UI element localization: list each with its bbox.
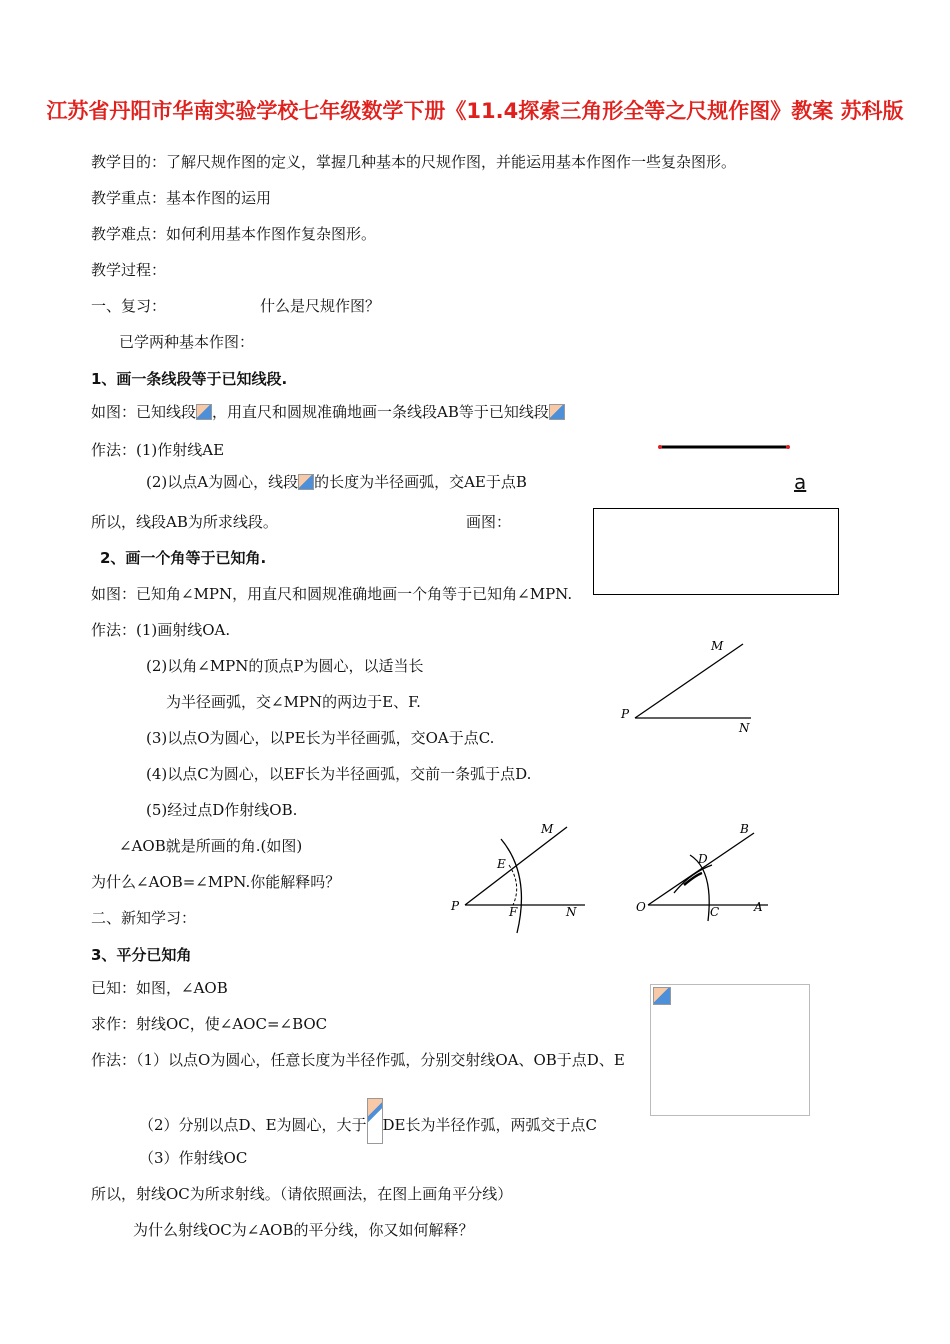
angle-aob-image-icon [653,987,671,1005]
half-fraction-image-icon [367,1098,383,1144]
construction-ocd-figure [630,815,780,940]
label-p: P [621,707,630,721]
segment-a-image-icon [549,404,565,420]
review-heading: 一、复习： [91,297,167,315]
label-n: N [566,905,577,919]
section2-heading: 2、画一个角等于已知角. [100,549,267,567]
section1-heading: 1、画一条线段等于已知线段. [91,370,288,388]
section1-method2: (2)以点A为圆心，线段 的长度为半径画弧，交AE于点B [146,473,527,491]
label-f: F [509,905,518,919]
drawing-label: 画图： [466,513,512,531]
label-c: C [710,905,720,919]
label-e: E [497,857,506,871]
section1-method1: 作法：(1)作射线AE [91,441,225,459]
section3-method2: （2）分别以点D、E为圆心，大于 DE长为半径作弧，两弧交于点C [139,1098,597,1144]
teaching-process: 教学过程： [91,261,167,279]
label-b: B [740,822,749,836]
label-o: O [636,900,646,914]
section2-method5: (5)经过点D作射线OB. [146,801,298,819]
segment-a-image-icon [298,474,314,490]
section3-heading: 3、平分已知角 [91,946,192,964]
section2-method3: (3)以点O为圆心，以PE长为半径画弧，交OA于点C. [146,729,495,747]
label-d: D [698,852,708,866]
label-a: A [754,900,763,914]
part2-heading: 二、新知学习： [91,909,197,927]
review-question: 什么是尺规作图？ [260,297,381,315]
document-title: 江苏省丹阳市华南实验学校七年级数学下册《11.4探索三角形全等之尺规作图》教案 苏科版 [46,99,904,123]
label-m: M [711,639,724,653]
label-m: M [541,822,554,836]
drawing-box [593,508,839,595]
segment-a-figure [655,440,795,454]
section2-given: 如图：已知角∠MPN，用直尺和圆规准确地画一个角等于已知角∠MPN. [91,585,573,603]
label-p: P [451,899,460,913]
section1-conclusion: 所以，线段AB为所求线段。 [91,513,278,531]
label-n: N [739,721,750,735]
angle-aob-image-frame [650,984,810,1116]
section3-why: 为什么射线OC为∠AOB的平分线，你又如何解释？ [133,1221,474,1239]
section3-method1: 作法：（1）以点O为圆心，任意长度为半径作弧，分别交射线OA、OB于点D、E [91,1051,625,1069]
teaching-difficulty: 教学难点：如何利用基本作图作复杂图形。 [91,225,377,243]
segment-a-label: a [794,470,807,494]
section2-method2: (2)以角∠MPN的顶点P为圆心，以适当长 [146,657,424,675]
segment-a-image-icon [196,404,212,420]
section3-method3: （3）作射线OC [139,1149,248,1167]
section3-given: 已知：如图，∠AOB [91,979,228,997]
section2-conclusion: ∠AOB就是所画的角.(如图) [119,837,303,855]
section3-conclusion: 所以，射线OC为所求射线。（请依照画法，在图上画角平分线） [91,1185,513,1203]
angle-mpn-figure [615,632,765,742]
learned-constructions: 已学两种基本作图： [119,333,255,351]
section2-method1: 作法：(1)画射线OA. [91,621,231,639]
teaching-key-point: 教学重点：基本作图的运用 [91,189,272,207]
section2-why: 为什么∠AOB=∠MPN.你能解释吗？ [91,873,341,891]
section2-method4: (4)以点C为圆心，以EF长为半径画弧，交前一条弧于点D. [146,765,532,783]
construction-pef-figure [445,815,595,940]
section2-method2-cont: 为半径画弧，交∠MPN的两边于E、F. [166,693,421,711]
teaching-goal: 教学目的：了解尺规作图的定义，掌握几种基本的尺规作图，并能运用基本作图作一些复杂图形。 [91,153,737,171]
section1-given: 如图：已知线段 ，用直尺和圆规准确地画一条线段AB等于已知线段 [91,402,565,422]
section3-requirement: 求作：射线OC，使∠AOC=∠BOC [91,1015,328,1033]
